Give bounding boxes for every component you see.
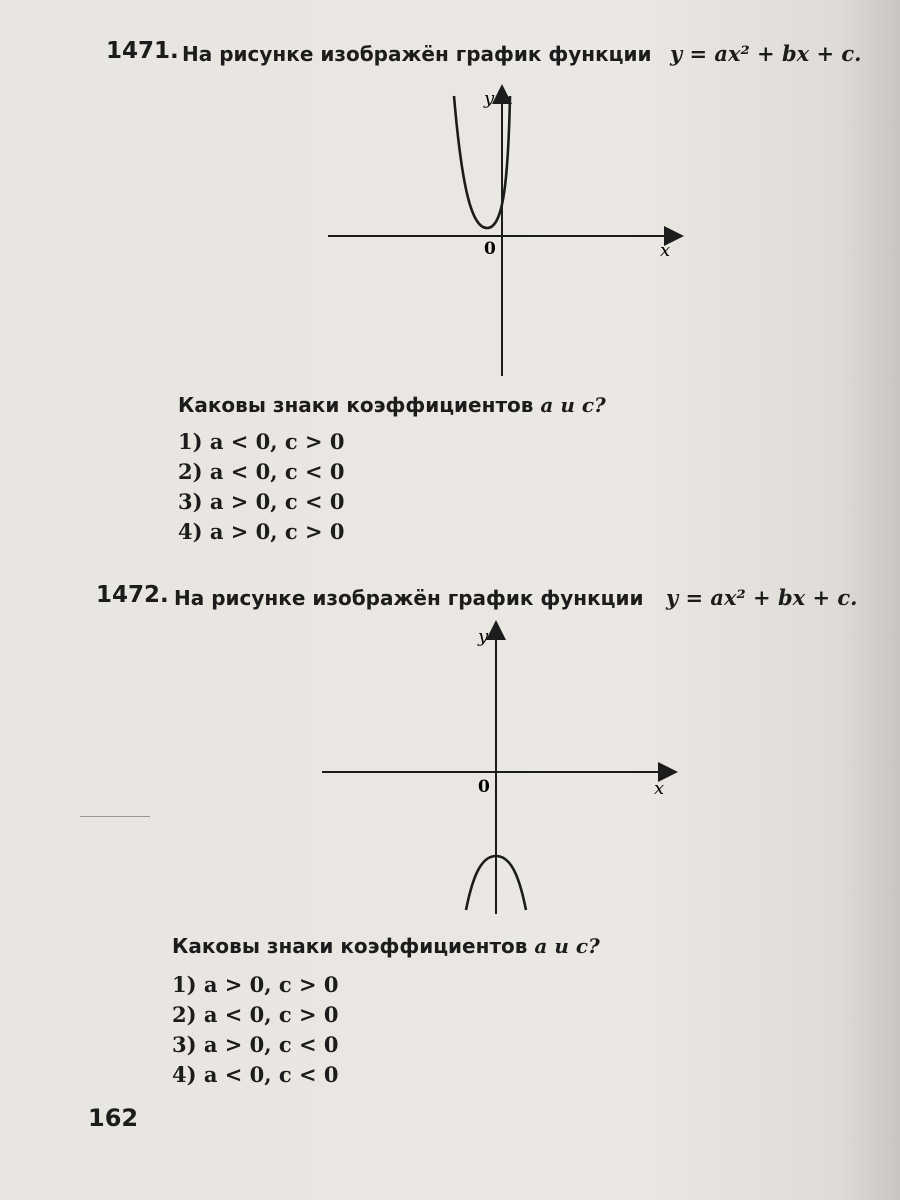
answer-option-4[interactable]: 4) a < 0, c < 0 (172, 1062, 339, 1087)
y-label: y (478, 626, 489, 647)
answer-option-2[interactable]: 2) a < 0, c < 0 (178, 459, 345, 484)
origin-label: 0 (484, 239, 496, 259)
problem-formula: y = ax² + bx + c. (670, 41, 862, 66)
parabola-graph-1472 (310, 618, 690, 918)
x-label: x (660, 240, 671, 261)
page-number: 162 (88, 1104, 139, 1132)
question-vars: a и c? (534, 934, 600, 958)
answer-option-3[interactable]: 3) a > 0, c < 0 (178, 489, 345, 514)
parabola-graph-1471 (320, 80, 700, 380)
question-text: Каковы знаки коэффициентов (172, 934, 528, 958)
answer-option-1[interactable]: 1) a > 0, c > 0 (172, 972, 339, 997)
origin-label: 0 (478, 777, 490, 797)
problem-question (178, 393, 606, 417)
question-vars: a и c? (540, 393, 606, 417)
problem-number: 1472. (96, 582, 169, 608)
question-text: Каковы знаки коэффициентов (178, 393, 534, 417)
problem-statement: На рисунке изображён график функции (182, 42, 652, 66)
problem-formula: y = ax² + bx + c. (666, 585, 858, 610)
answer-option-4[interactable]: 4) a > 0, c > 0 (178, 519, 345, 544)
problem-statement: На рисунке изображён график функции (174, 586, 644, 610)
problem-question (172, 934, 600, 958)
answer-option-3[interactable]: 3) a > 0, c < 0 (172, 1032, 339, 1057)
problem-number: 1471. (106, 38, 179, 64)
x-label: x (654, 778, 665, 799)
answer-option-1[interactable]: 1) a < 0, c > 0 (178, 429, 345, 454)
margin-rule (80, 816, 150, 817)
y-label: y (484, 88, 495, 109)
answer-option-2[interactable]: 2) a < 0, c > 0 (172, 1002, 339, 1027)
